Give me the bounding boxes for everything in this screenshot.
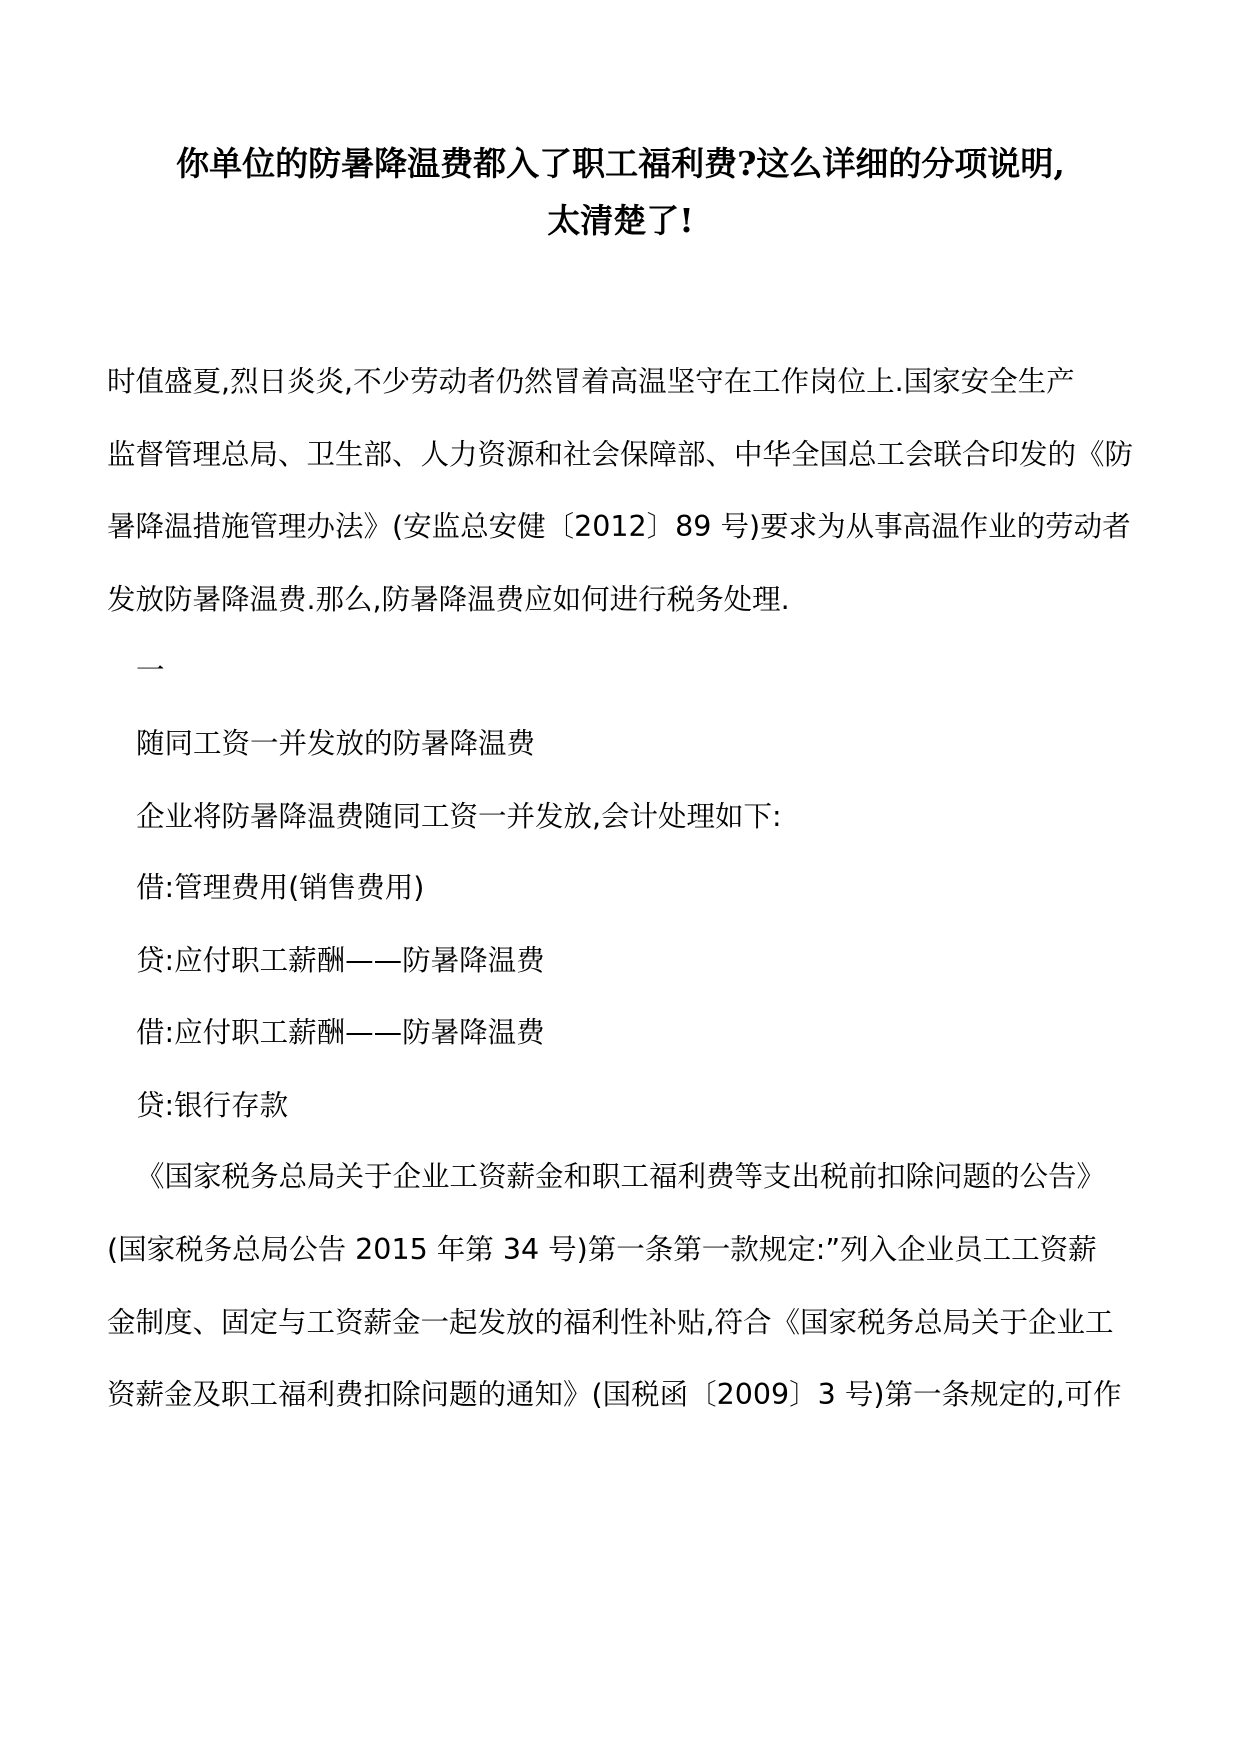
paragraph-line: 发放防暑降温费.那么,防暑降温费应如何进行税务处理. bbox=[107, 583, 790, 616]
paragraph-line: (国家税务总局公告 2015 年第 34 号)第一条第一款规定:”列入企业员工工资薪 bbox=[107, 1233, 1097, 1266]
paragraph-line: 暑降温措施管理办法》(安监总安健〔2012〕89 号)要求为从事高温作业的劳动者 bbox=[107, 510, 1131, 543]
document-title-line-1: 你单位的防暑降温费都入了职工福利费?这么详细的分项说明, bbox=[176, 144, 1065, 183]
section-number: 一 bbox=[136, 654, 165, 687]
paragraph-line: 时值盛夏,烈日炎炎,不少劳动者仍然冒着高温坚守在工作岗位上.国家安全生产 bbox=[107, 365, 1075, 398]
journal-entry-line: 贷:银行存款 bbox=[136, 1089, 289, 1122]
journal-entry-line: 贷:应付职工薪酬——防暑降温费 bbox=[136, 944, 545, 977]
paragraph-line: 企业将防暑降温费随同工资一并发放,会计处理如下: bbox=[136, 800, 782, 833]
paragraph-line: 监督管理总局、卫生部、人力资源和社会保障部、中华全国总工会联合印发的《防 bbox=[107, 438, 1134, 471]
section-heading: 随同工资一并发放的防暑降温费 bbox=[136, 727, 536, 760]
paragraph-line: 金制度、固定与工资薪金一起发放的福利性补贴,符合《国家税务总局关于企业工 bbox=[107, 1306, 1114, 1339]
paragraph-line: 资薪金及职工福利费扣除问题的通知》(国税函〔2009〕3 号)第一条规定的,可作 bbox=[107, 1378, 1122, 1411]
journal-entry-line: 借:管理费用(销售费用) bbox=[136, 871, 425, 904]
paragraph-line: 《国家税务总局关于企业工资薪金和职工福利费等支出税前扣除问题的公告》 bbox=[136, 1160, 1106, 1193]
document-title-line-2: 太清楚了! bbox=[547, 201, 694, 240]
journal-entry-line: 借:应付职工薪酬——防暑降温费 bbox=[136, 1016, 545, 1049]
